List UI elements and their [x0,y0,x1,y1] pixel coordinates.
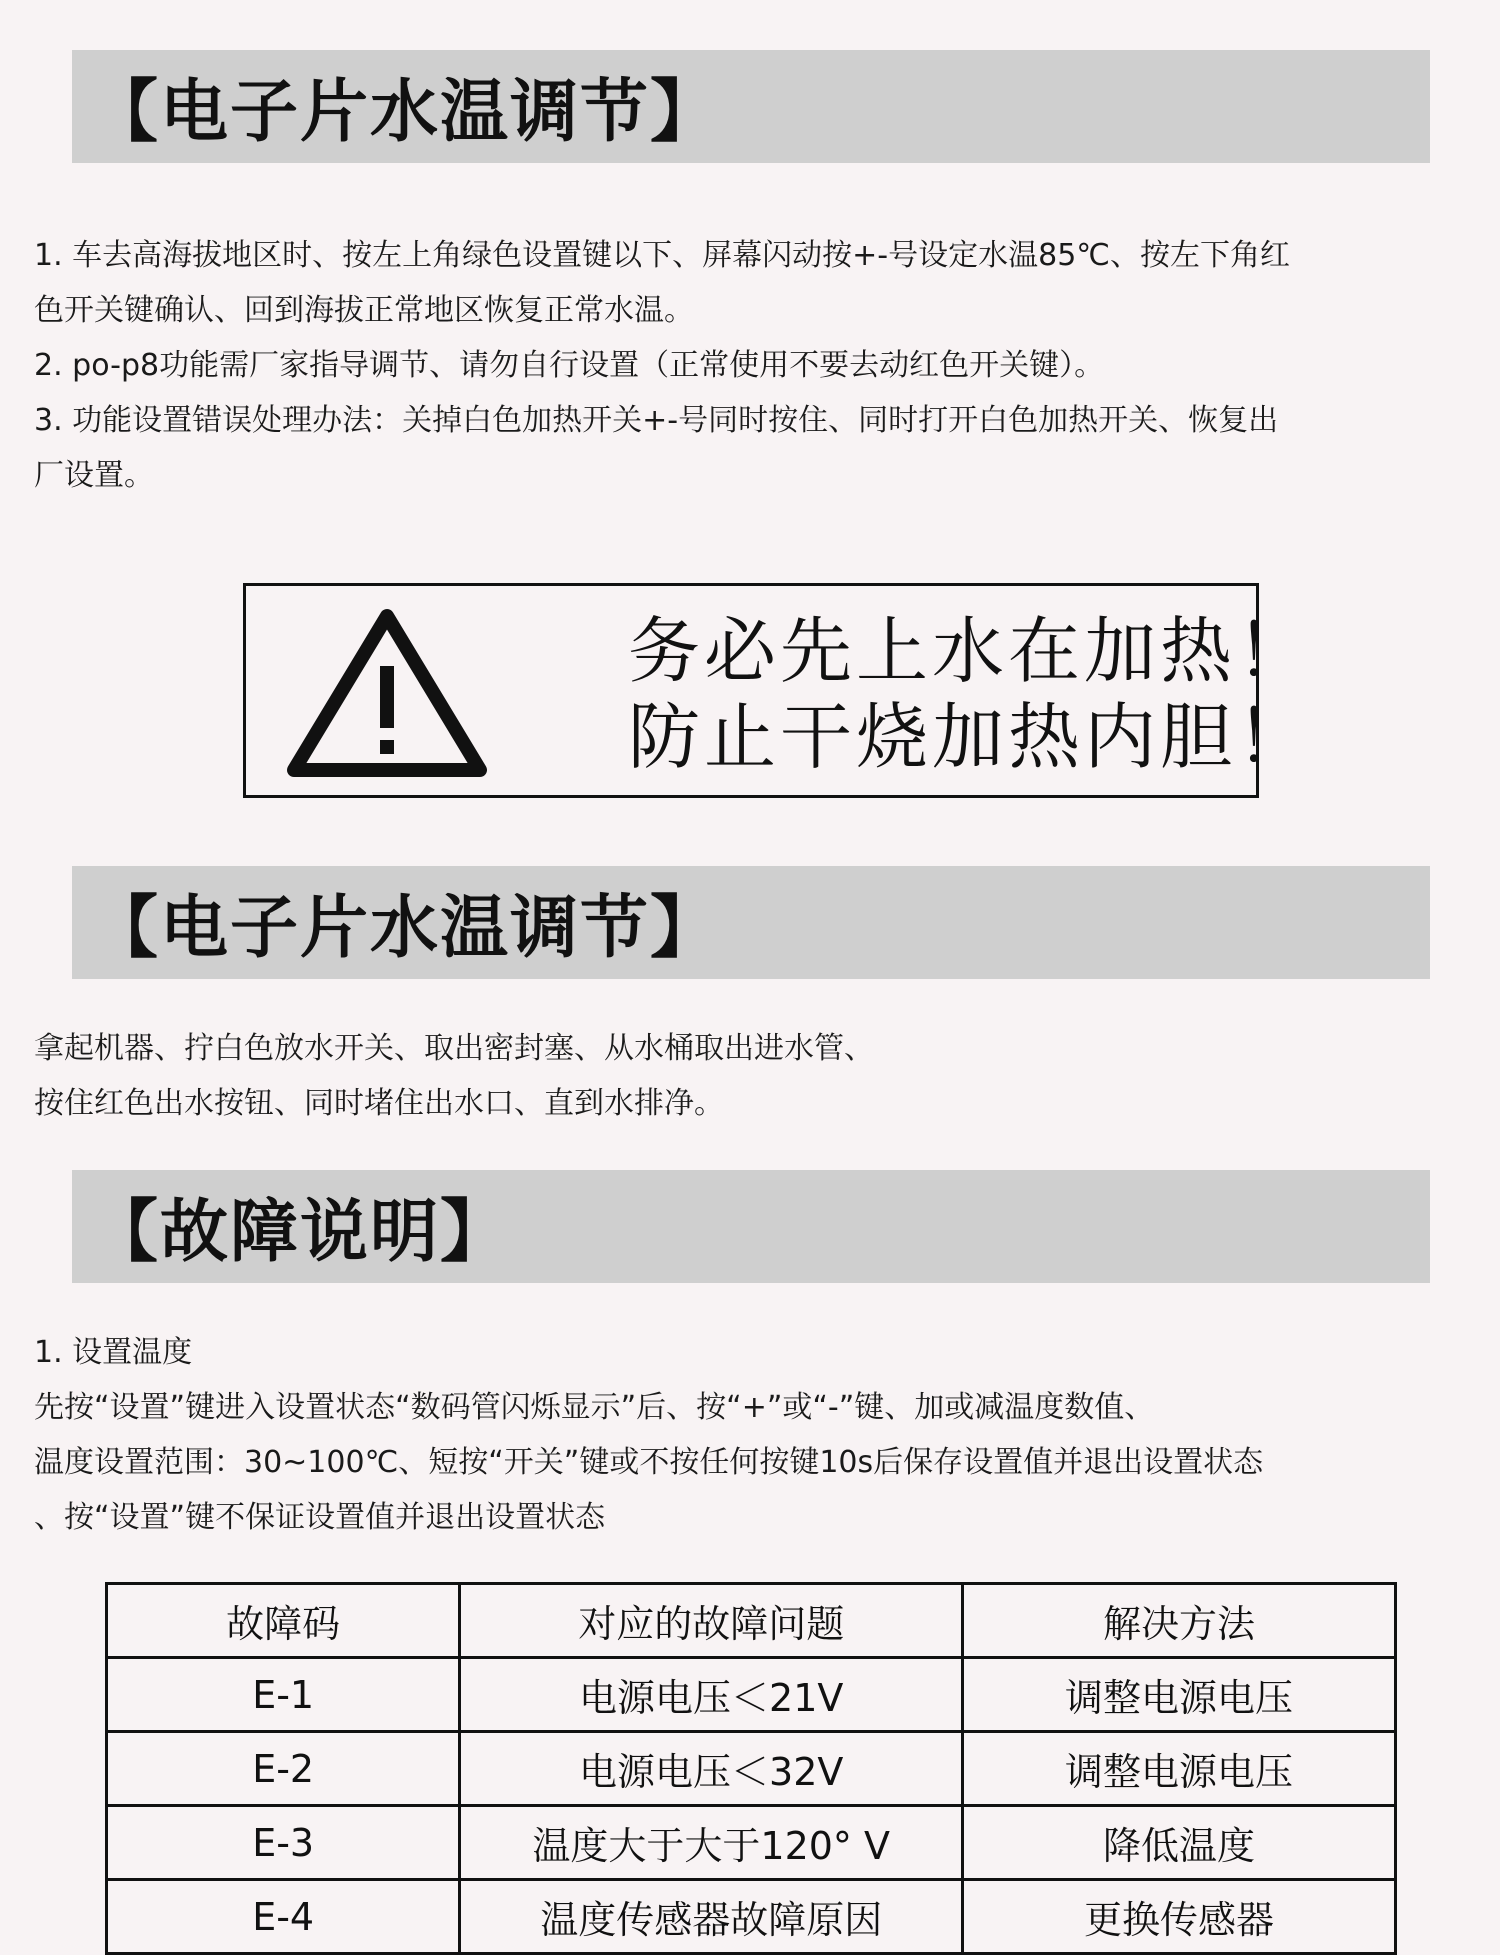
table-cell: 调整电源电压 [963,1732,1396,1806]
intro-line: 3. 功能设置错误处理办法：关掉白色加热开关+-号同时按住、同时打开白色加热开关、恢复出 [34,403,1279,438]
drain-line: 拿起机器、拧白色放水开关、取出密封塞、从水桶取出进水管、 [34,1031,874,1066]
intro-line: 厂设置。 [34,458,154,493]
fault-code-table [105,1582,1397,1955]
table-cell: 电源电压＜32V [460,1732,963,1806]
table-row [107,1732,1396,1806]
warning-triangle-icon [284,604,490,784]
warning-text [628,608,1312,780]
table-cell: E-3 [107,1806,460,1880]
intro-paragraph [34,228,1454,503]
fault-line: 1. 设置温度 [34,1335,193,1370]
table-header-cell: 故障码 [107,1584,460,1658]
table-cell: E-4 [107,1880,460,1954]
table-header-row [107,1584,1396,1658]
table-cell: 温度大于大于120° V [460,1806,963,1880]
section-title-fault: 【故障说明】 [72,1170,1430,1283]
intro-line: 色开关键确认、回到海拔正常地区恢复正常水温。 [34,293,694,328]
fault-line: 先按“设置”键进入设置状态“数码管闪烁显示”后、按“+”或“-”键、加或减温度数值、 [34,1390,1155,1425]
intro-line: 1. 车去高海拔地区时、按左上角绿色设置键以下、屏幕闪动按+-号设定水温85℃、按左下角红 [34,238,1290,273]
table-cell: 调整电源电压 [963,1658,1396,1732]
fault-line: 温度设置范围：30~100℃、短按“开关”键或不按任何按键10s后保存设置值并退出设置状态 [34,1445,1264,1480]
section-title-water-temp: 【电子片水温调节】 [72,50,1430,163]
table-cell: E-2 [107,1732,460,1806]
intro-line: 2. po-p8功能需厂家指导调节、请勿自行设置（正常使用不要去动红色开关键）。 [34,348,1105,383]
table-row [107,1658,1396,1732]
warning-box [243,583,1313,798]
table-cell: E-1 [107,1658,460,1732]
table-cell: 电源电压＜21V [460,1658,963,1732]
table-row [107,1806,1396,1880]
table-cell: 温度传感器故障原因 [460,1880,963,1954]
drain-paragraph [34,1021,1454,1131]
table-header-cell: 对应的故障问题 [460,1584,963,1658]
drain-line: 按住红色出水按钮、同时堵住出水口、直到水排净。 [34,1086,724,1121]
warning-line: 务必先上水在加热！ [628,609,1313,693]
table-cell: 降低温度 [963,1806,1396,1880]
warning-line: 防止干烧加热内胆！ [628,695,1313,779]
fault-paragraph [34,1325,1454,1545]
table-row [107,1880,1396,1954]
table-cell: 更换传感器 [963,1880,1396,1954]
fault-line: 、按“设置”键不保证设置值并退出设置状态 [34,1500,606,1535]
table-header-cell: 解决方法 [963,1584,1396,1658]
section-title-water-temp-2: 【电子片水温调节】 [72,866,1430,979]
